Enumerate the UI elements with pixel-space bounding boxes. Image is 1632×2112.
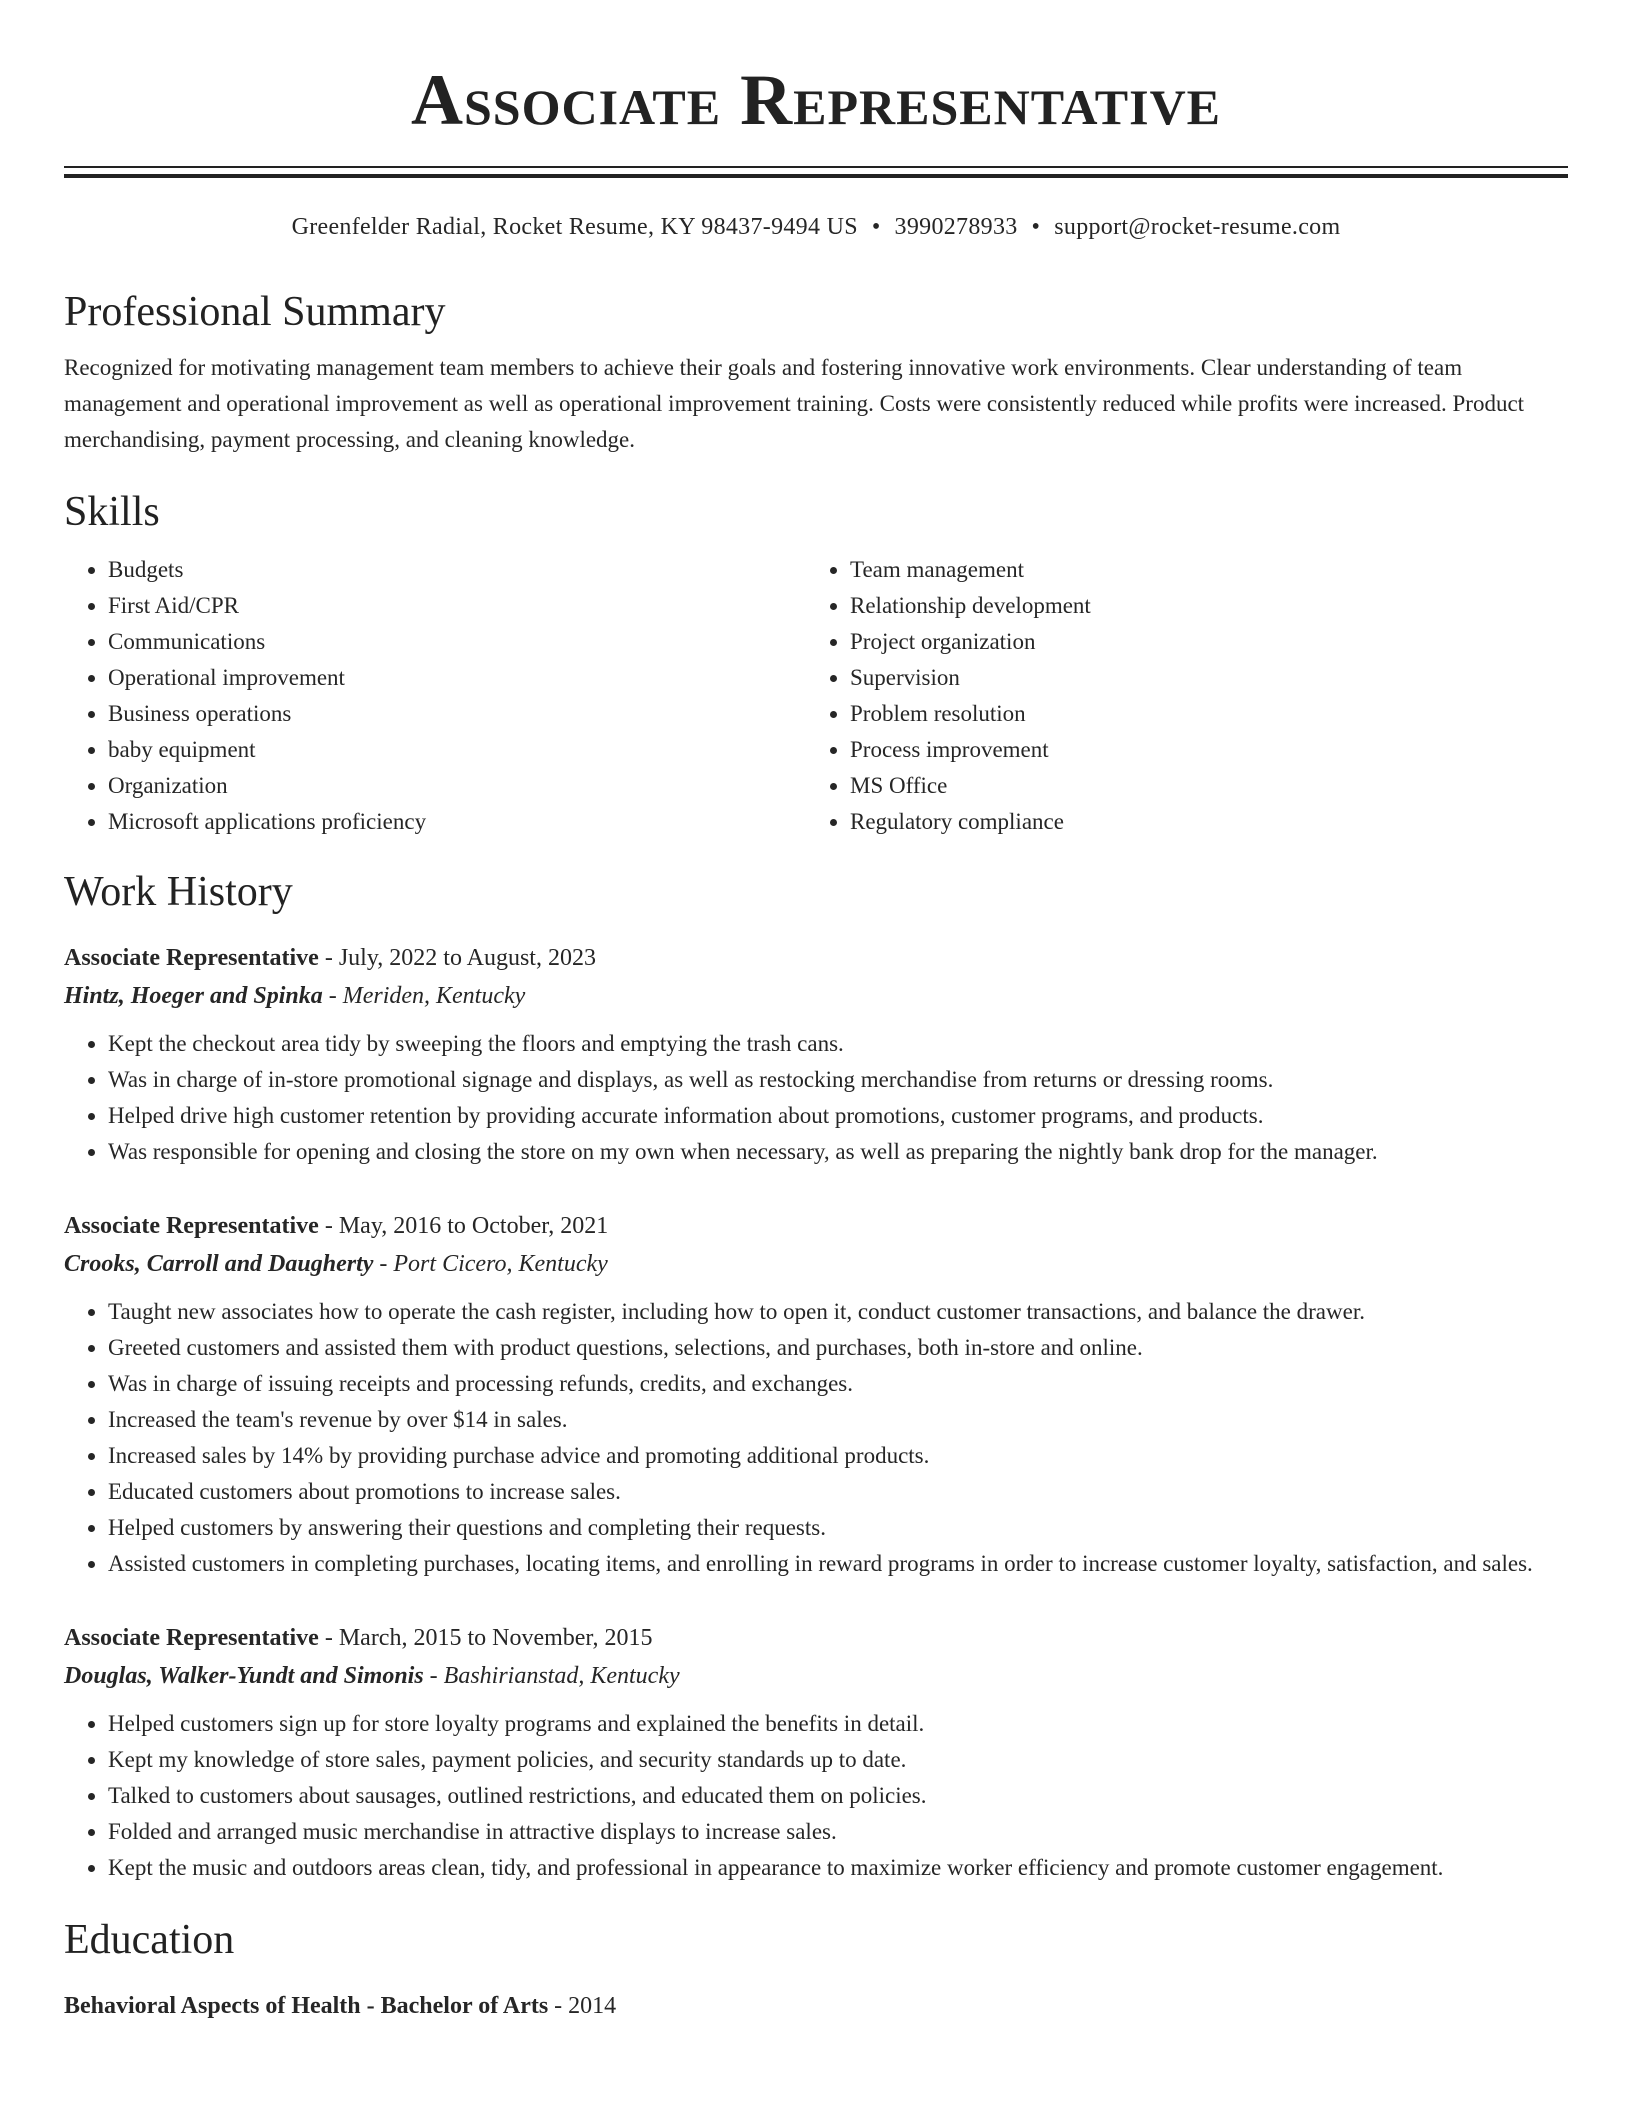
education-entry (64, 1990, 1568, 2022)
job-bullets (64, 1026, 1568, 1170)
job-company: Crooks, Carroll and Daugherty (64, 1251, 374, 1277)
contact-separator: • (871, 214, 881, 240)
job-bullets (64, 1706, 1568, 1886)
skill-item: • Microsoft applications proficiency (108, 804, 806, 840)
job-bullet: • Greeted customers and assisted them with product questions, selections, and purchases, both in-store and online. (108, 1330, 1568, 1366)
skill-item: • Business operations (108, 696, 806, 732)
job-title: Associate Representative (64, 945, 319, 971)
skill-item: • Relationship development (850, 588, 1568, 624)
job-title: Associate Representative (64, 1213, 319, 1239)
skill-item: • MS Office (850, 768, 1568, 804)
section-heading-skills: Skills (64, 489, 160, 535)
job-company-line (64, 980, 1568, 1012)
job-entry (64, 1210, 1568, 1582)
job-bullet: • Talked to customers about sausages, outlined restrictions, and educated them on policies. (108, 1778, 1568, 1814)
job-entry (64, 942, 1568, 1170)
contact-separator: • (1031, 214, 1041, 240)
job-bullet: • Taught new associates how to operate the cash register, including how to open it, conduct customer transactions, and balance the drawer. (108, 1294, 1568, 1330)
job-bullet: • Was in charge of in-store promotional signage and displays, as well as restocking merchandise from returns or dressing rooms. (108, 1062, 1568, 1098)
job-company: Douglas, Walker-Yundt and Simonis (64, 1663, 424, 1689)
skills-column-left (64, 552, 806, 840)
skills-list (64, 552, 1568, 840)
contact-address: Greenfelder Radial, Rocket Resume, KY 98437-9494 US (291, 214, 858, 240)
skill-item: • Communications (108, 624, 806, 660)
education-degree: Behavioral Aspects of Health - Bachelor of Arts (64, 1993, 549, 2019)
job-company: Hintz, Hoeger and Spinka (64, 983, 323, 1009)
skills-column-right (806, 552, 1568, 840)
skill-item: • First Aid/CPR (108, 588, 806, 624)
job-bullet: • Was in charge of issuing receipts and processing refunds, credits, and exchanges. (108, 1366, 1568, 1402)
contact-email: support@rocket-resume.com (1054, 214, 1341, 240)
job-bullet: • Helped customers sign up for store loyalty programs and explained the benefits in detail. (108, 1706, 1568, 1742)
job-dates: - May, 2016 to October, 2021 (318, 1213, 609, 1239)
skill-item: • Team management (850, 552, 1568, 588)
job-title-line (64, 942, 1568, 974)
job-title-line (64, 1210, 1568, 1242)
job-bullets (64, 1294, 1568, 1582)
header-divider-thin (64, 166, 1568, 168)
job-title: Associate Representative (64, 1625, 319, 1651)
job-title-line (64, 1622, 1568, 1654)
header-divider (64, 166, 1568, 178)
job-location: - Meriden, Kentucky (322, 983, 526, 1009)
resume-content (64, 0, 1568, 2022)
job-dates: - March, 2015 to November, 2015 (318, 1625, 653, 1651)
skill-item: • Organization (108, 768, 806, 804)
skill-item: • Project organization (850, 624, 1568, 660)
job-location: - Bashirianstad, Kentucky (423, 1663, 680, 1689)
job-bullet: • Increased sales by 14% by providing purchase advice and promoting additional products. (108, 1438, 1568, 1474)
skill-item: • Budgets (108, 552, 806, 588)
skill-item: • Problem resolution (850, 696, 1568, 732)
job-dates: - July, 2022 to August, 2023 (318, 945, 596, 971)
section-heading-summary: Professional Summary (64, 289, 446, 335)
contact-line (64, 212, 1568, 242)
section-heading-education: Education (64, 1917, 235, 1963)
skill-item: • Supervision (850, 660, 1568, 696)
job-bullet: • Kept my knowledge of store sales, payment policies, and security standards up to date. (108, 1742, 1568, 1778)
job-entry (64, 1622, 1568, 1886)
section-heading-work-history: Work History (64, 869, 293, 915)
skill-item: • Operational improvement (108, 660, 806, 696)
education-year: - 2014 (548, 1993, 617, 2019)
job-company-line (64, 1660, 1568, 1692)
job-location: - Port Cicero, Kentucky (373, 1251, 608, 1277)
job-bullet: • Kept the music and outdoors areas clean, tidy, and professional in appearance to maximize worker efficiency and promote customer engagement. (108, 1850, 1568, 1886)
job-bullet: • Increased the team's revenue by over $14 in sales. (108, 1402, 1568, 1438)
job-bullet: • Kept the checkout area tidy by sweeping the floors and emptying the trash cans. (108, 1026, 1568, 1062)
summary-text: Recognized for motivating management team members to achieve their goals and fostering innovative work environments. Clear understanding of team management and operational improvement as well as operational improvement training. Costs were consistently reduced while profits were increased. Product merchandising, payment processing, and cleaning knowledge. (64, 355, 1525, 452)
job-bullet: • Assisted customers in completing purchases, locating items, and enrolling in reward programs in order to increase customer loyalty, satisfaction, and sales. (108, 1546, 1568, 1582)
candidate-name: Associate Representative (410, 60, 1222, 140)
skill-item: • Process improvement (850, 732, 1568, 768)
job-company-line (64, 1248, 1568, 1280)
job-bullet: • Was responsible for opening and closing the store on my own when necessary, as well as preparing the nightly bank drop for the manager. (108, 1134, 1568, 1170)
contact-phone: 3990278933 (894, 214, 1018, 240)
header-divider-thick (64, 174, 1568, 178)
job-bullet: • Folded and arranged music merchandise in attractive displays to increase sales. (108, 1814, 1568, 1850)
job-bullet: • Helped customers by answering their questions and completing their requests. (108, 1510, 1568, 1546)
job-bullet: • Helped drive high customer retention by providing accurate information about promotions, customer programs, and products. (108, 1098, 1568, 1134)
skill-item: • Regulatory compliance (850, 804, 1568, 840)
job-bullet: • Educated customers about promotions to increase sales. (108, 1474, 1568, 1510)
skill-item: • baby equipment (108, 732, 806, 768)
